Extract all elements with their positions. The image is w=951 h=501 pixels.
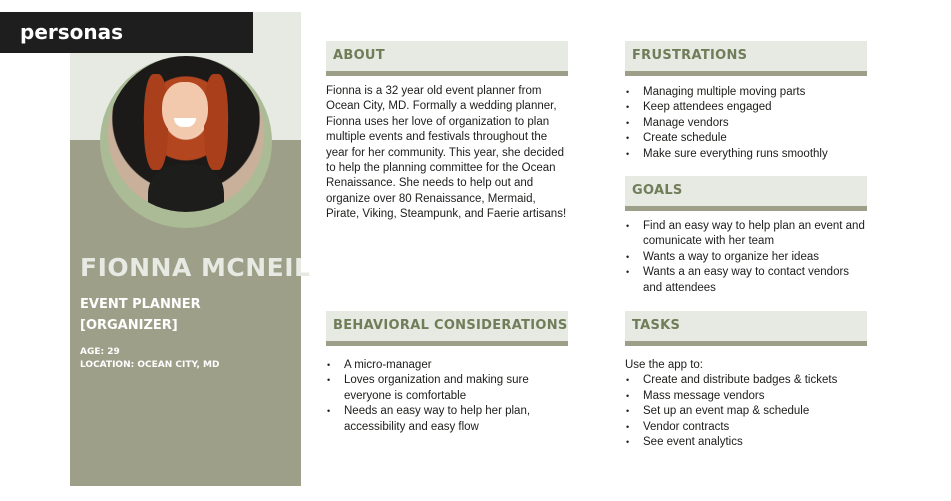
goals-heading: GOALS bbox=[625, 176, 867, 211]
list-item: • Create and distribute badges & tickets bbox=[625, 373, 867, 388]
list-item: • Create schedule bbox=[625, 131, 867, 146]
tasks-intro: Use the app to: bbox=[625, 359, 703, 371]
personas-tag: personas bbox=[0, 12, 253, 53]
list-item: • Wants a way to organize her ideas bbox=[625, 250, 867, 265]
frustrations-list bbox=[625, 85, 867, 162]
frustrations-section bbox=[625, 41, 867, 162]
behavioral-section bbox=[326, 311, 568, 435]
avatar-photo bbox=[108, 56, 264, 212]
goals-section bbox=[625, 176, 867, 296]
behavioral-heading: BEHAVIORAL CONSIDERATIONS bbox=[326, 311, 568, 346]
persona-title: EVENT PLANNER bbox=[80, 297, 201, 312]
tasks-heading: TASKS bbox=[625, 311, 867, 346]
list-item: • Find an easy way to help plan an event and comunicate with her team bbox=[625, 219, 867, 250]
list-item: • See event analytics bbox=[625, 435, 867, 450]
persona-role-block bbox=[80, 294, 201, 336]
list-item: • Vendor contracts bbox=[625, 420, 867, 435]
persona-card bbox=[70, 12, 311, 486]
frustrations-heading: FRUSTRATIONS bbox=[625, 41, 867, 76]
about-text: Fionna is a 32 year old event planner from Ocean City, MD. Formally a wedding planner, Fionna uses her love of organization to plan multiple events and festivals throughout the year for her community. This year, she decided to help the planning committee for the Ocean Renaissance. She needs to help out and organize over 80 Renaissance, Mermaid, Pirate, Viking, Steampunk, and Faerie artisans! bbox=[326, 85, 567, 221]
list-item: • Make sure everything runs smoothly bbox=[625, 147, 867, 162]
tasks-list bbox=[625, 373, 867, 450]
list-item: • Mass message vendors bbox=[625, 389, 867, 404]
persona-location: LOCATION: OCEAN CITY, MD bbox=[80, 360, 220, 370]
list-item: • Wants a an easy way to contact vendors and attendees bbox=[625, 265, 867, 296]
persona-role: [ORGANIZER] bbox=[80, 318, 178, 333]
tasks-section bbox=[625, 311, 867, 450]
goals-list bbox=[625, 219, 867, 296]
list-item: • Managing multiple moving parts bbox=[625, 85, 867, 100]
list-item: • A micro-manager bbox=[326, 358, 568, 373]
avatar-ring bbox=[100, 56, 272, 228]
about-heading: ABOUT bbox=[326, 41, 568, 76]
list-item: • Keep attendees engaged bbox=[625, 100, 867, 115]
persona-name: FIONNA MCNEIL bbox=[80, 253, 311, 282]
list-item: • Needs an easy way to help her plan, accessibility and easy flow bbox=[326, 404, 568, 435]
list-item: • Manage vendors bbox=[625, 116, 867, 131]
list-item: • Set up an event map & schedule bbox=[625, 404, 867, 419]
behavioral-list bbox=[326, 358, 568, 435]
persona-age: AGE: 29 bbox=[80, 347, 120, 357]
list-item: • Loves organization and making sure everyone is comfortable bbox=[326, 373, 568, 404]
persona-facts bbox=[80, 346, 219, 372]
about-section bbox=[326, 41, 568, 223]
